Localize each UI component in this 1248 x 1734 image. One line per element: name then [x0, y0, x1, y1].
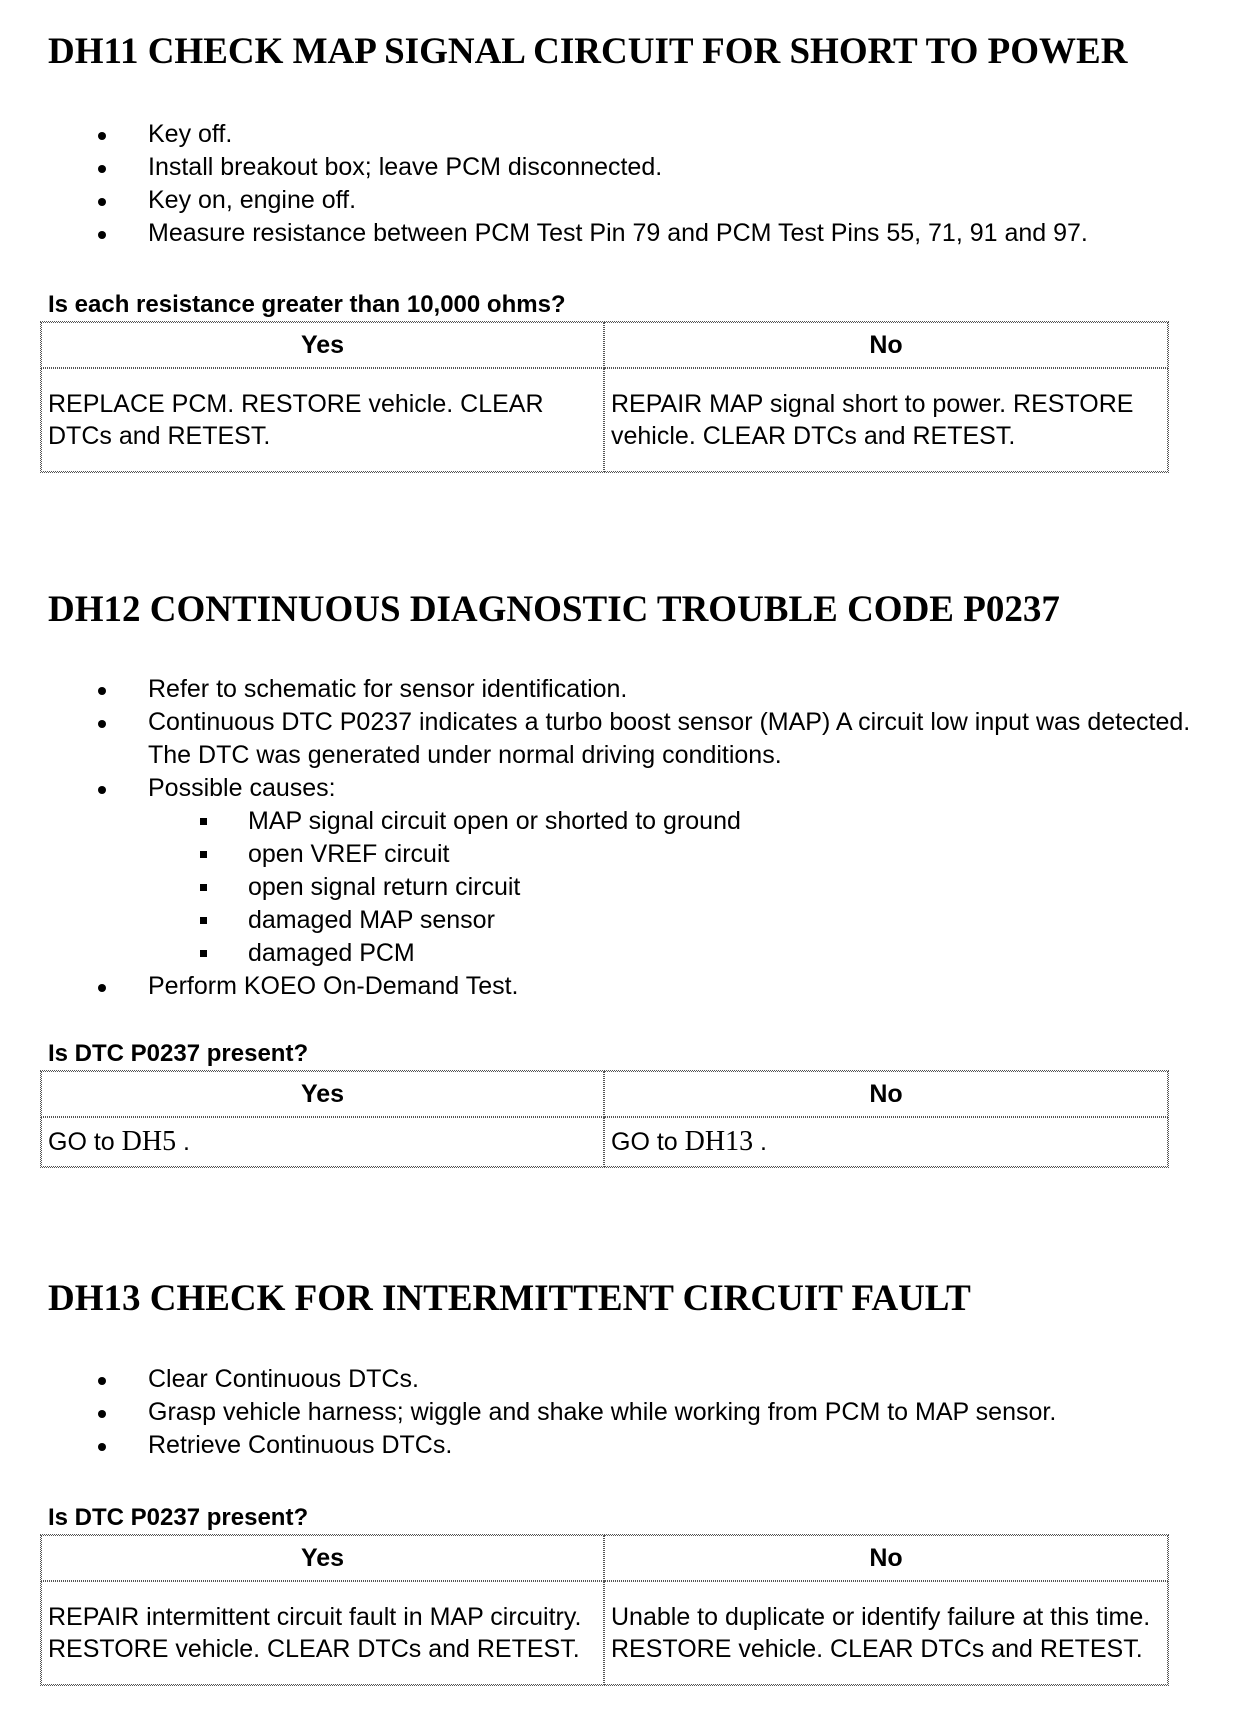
table-row [41, 1581, 1168, 1685]
list-item: Grasp vehicle harness; wiggle and shake while working from PCM to MAP sensor. [0, 1396, 1208, 1429]
bullet-square-icon [200, 884, 207, 891]
list-item: open signal return circuit [148, 871, 1148, 904]
table-row [41, 1071, 1168, 1117]
no-cell: GO to DH13 . [604, 1117, 1168, 1167]
yes-header: Yes [41, 1535, 604, 1581]
yes-cell: GO to DH5 . [41, 1117, 604, 1167]
possible-causes-list [148, 805, 1208, 970]
list-item: Refer to schematic for sensor identification. [0, 673, 1208, 706]
bullet-dot-icon [98, 786, 106, 794]
bullet-square-icon [200, 851, 207, 858]
bullet-dot-icon [98, 198, 106, 206]
no-header: No [604, 1071, 1168, 1117]
step-list-dh13 [0, 1363, 1248, 1462]
no-cell: Unable to duplicate or identify failure at this time. RESTORE vehicle. CLEAR DTCs and RETEST. [604, 1581, 1168, 1685]
goto-dh13-link[interactable]: DH13 [684, 1126, 754, 1157]
bullet-dot-icon [98, 1443, 106, 1451]
list-item: Perform KOEO On-Demand Test. [0, 970, 1208, 1003]
list-item: MAP signal circuit open or shorted to ground [148, 805, 1148, 838]
yes-cell: REPAIR intermittent circuit fault in MAP circuitry. RESTORE vehicle. CLEAR DTCs and RETEST. [41, 1581, 604, 1685]
goto-dh5-link[interactable]: DH5 [121, 1126, 177, 1157]
list-item: open VREF circuit [148, 838, 1148, 871]
yes-cell: REPLACE PCM. RESTORE vehicle. CLEAR DTCs and RETEST. [41, 368, 604, 472]
answer-table-dh12 [40, 1070, 1169, 1168]
question-dh11: Is each resistance greater than 10,000 ohms? [48, 291, 566, 318]
question-dh12: Is DTC P0237 present? [48, 1040, 309, 1067]
section-heading-dh12: DH12 CONTINUOUS DIAGNOSTIC TROUBLE CODE P0237 [48, 589, 1060, 630]
bullet-dot-icon [98, 165, 106, 173]
answer-table-dh13 [40, 1534, 1169, 1686]
bullet-dot-icon [98, 132, 106, 140]
bullet-dot-icon [98, 1410, 106, 1418]
no-cell: REPAIR MAP signal short to power. RESTORE vehicle. CLEAR DTCs and RETEST. [604, 368, 1168, 472]
table-row [41, 1535, 1168, 1581]
section-heading-dh13: DH13 CHECK FOR INTERMITTENT CIRCUIT FAULT [48, 1278, 971, 1319]
list-item: Measure resistance between PCM Test Pin 79 and PCM Test Pins 55, 71, 91 and 97. [0, 217, 1208, 250]
bullet-dot-icon [98, 984, 106, 992]
list-item: Clear Continuous DTCs. [0, 1363, 1208, 1396]
step-list-dh11 [0, 118, 1248, 250]
list-item: Retrieve Continuous DTCs. [0, 1429, 1208, 1462]
no-header: No [604, 322, 1168, 368]
bullet-square-icon [200, 818, 207, 825]
table-row [41, 368, 1168, 472]
list-item: damaged MAP sensor [148, 904, 1148, 937]
list-item: Continuous DTC P0237 indicates a turbo boost sensor (MAP) A circuit low input was detected. The DTC was generated under normal driving conditions. [0, 706, 1208, 772]
bullet-dot-icon [98, 687, 106, 695]
step-list-dh12 [0, 673, 1248, 1003]
bullet-dot-icon [98, 720, 106, 728]
bullet-dot-icon [98, 1377, 106, 1385]
list-item: Install breakout box; leave PCM disconnected. [0, 151, 1208, 184]
list-item: Key on, engine off. [0, 184, 1208, 217]
table-row [41, 322, 1168, 368]
section-heading-dh11: DH11 CHECK MAP SIGNAL CIRCUIT FOR SHORT TO POWER [48, 31, 1128, 72]
bullet-square-icon [200, 917, 207, 924]
answer-table-dh11 [40, 321, 1169, 473]
list-item: Possible causes: MAP signal circuit open or shorted to ground open VREF circuit open signal return circuit damaged MAP sensor damaged PCM [0, 772, 1208, 970]
bullet-square-icon [200, 950, 207, 957]
table-row [41, 1117, 1168, 1167]
yes-header: Yes [41, 1071, 604, 1117]
yes-header: Yes [41, 322, 604, 368]
list-item: damaged PCM [148, 937, 1148, 970]
bullet-dot-icon [98, 231, 106, 239]
question-dh13: Is DTC P0237 present? [48, 1504, 309, 1531]
no-header: No [604, 1535, 1168, 1581]
list-item: Key off. [0, 118, 1208, 151]
